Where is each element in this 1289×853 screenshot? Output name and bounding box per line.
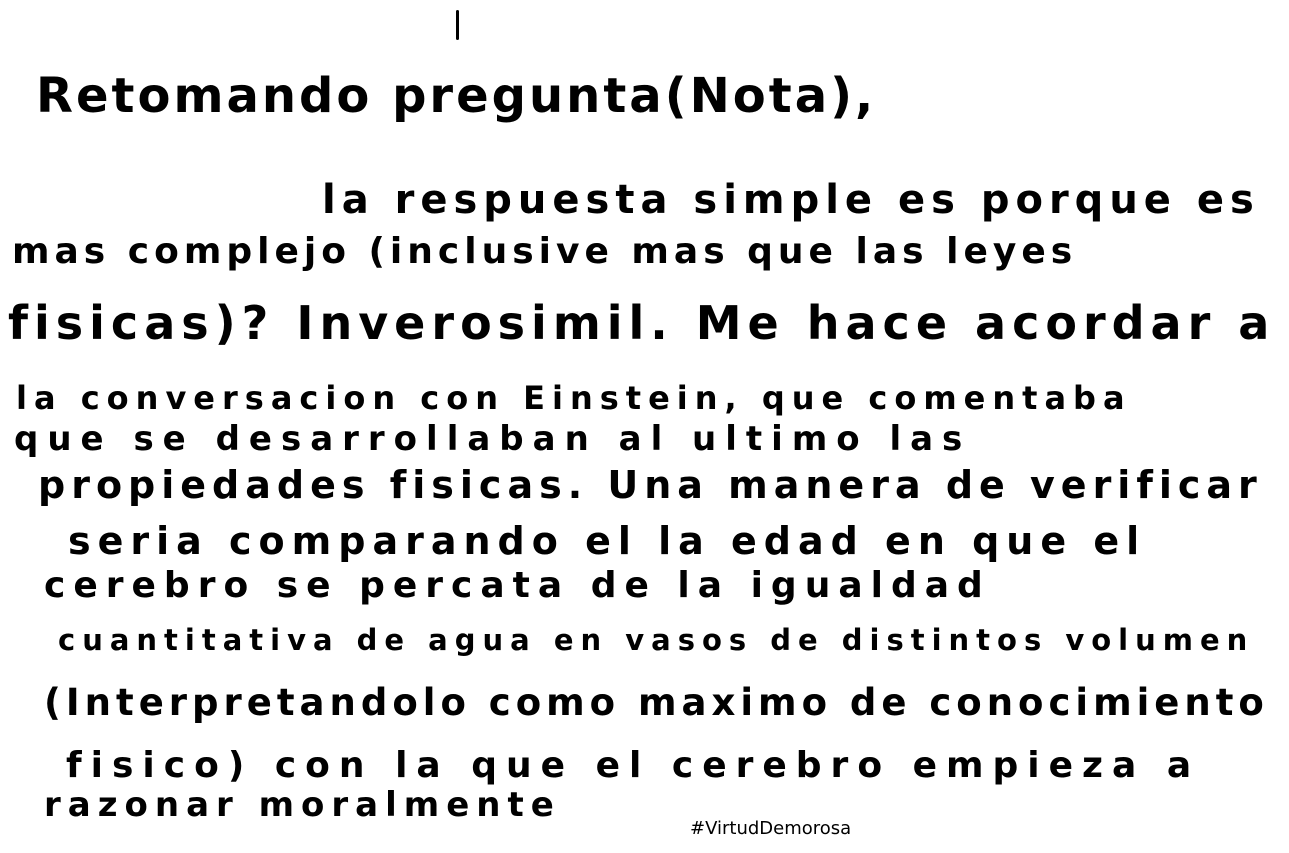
note-line-8: seria comparando el la edad en que el [68,519,1147,563]
note-line-5: la conversacion con Einstein, que comentaba [16,379,1132,417]
note-line-1: Retomando pregunta(Nota), [36,68,877,124]
note-line-4: fisicas)? Inverosimil. Me hace acordar a [8,296,1276,350]
note-line-10: cuantitativa de agua en vasos de distintos volumen [58,623,1255,657]
note-line-3: mas complejo (inclusive mas que las leyes [12,231,1078,272]
note-line-2: la respuesta simple es porque es [322,177,1260,223]
hashtag-signature: #VirtudDemorosa [690,818,852,839]
note-line-13: razonar moralmente [44,785,561,825]
pen-stroke-mark [456,10,459,40]
note-line-6: que se desarrollaban al ultimo las [14,419,972,459]
note-line-9: cerebro se percata de la igualdad [44,565,991,606]
note-line-11: (Interpretandolo como maximo de conocimiento [44,681,1269,724]
note-line-7: propiedades fisicas. Una manera de verificar [38,463,1263,507]
note-line-12: fisico) con la que el cerebro empieza a [66,745,1201,786]
